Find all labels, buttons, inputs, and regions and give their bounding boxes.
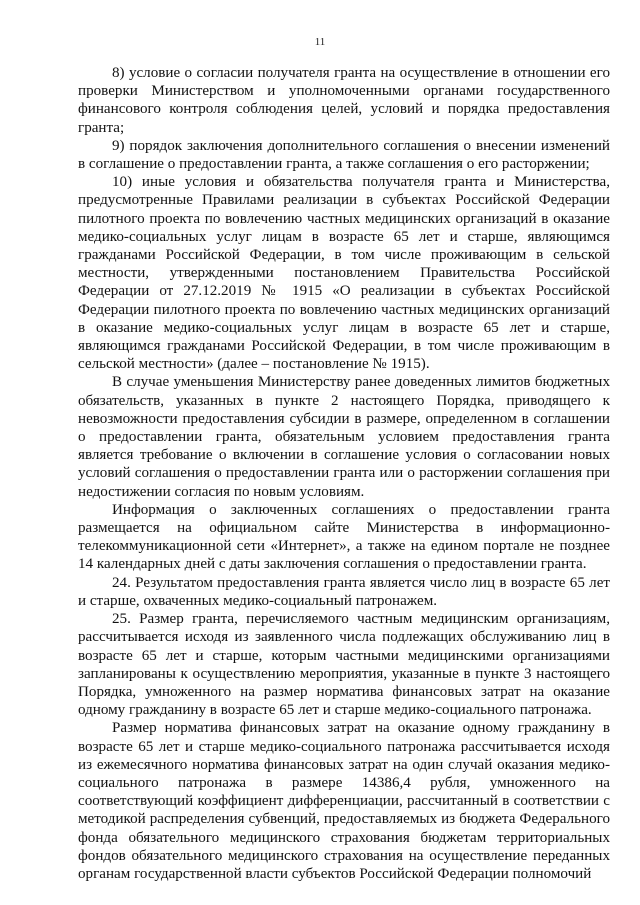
page-number: 11 bbox=[314, 36, 326, 48]
paragraph-item-8: 8) условие о согласии получателя гранта на осуществление в отношении его проверки Министерством и уполномоченными органами государственного финансового контроля соблюдения целей, условий и порядка предоставления гранта; bbox=[78, 65, 610, 136]
paragraph-cost-norm: Размер норматива финансовых затрат на оказание одному гражданину в возрасте 65 лет и старше медико-социального патронажа рассчитывается исходя из ежемесячного норматива финансовых затрат на один случай оказания медико-социального патронажа в размере 14386,4 рубля, умноженного на соответствующий коэффициент дифференциации, рассчитанный в соответствии с методикой распределения субвенций, предоставляемых из бюджета Федерального фонда обязательного медицинского страхования бюджетам территориальных фондов обязательного медицинского страхования на осуществление переданных органам государственной власти субъектов Российской Федерации полномочий bbox=[78, 720, 610, 882]
document-body bbox=[78, 64, 610, 883]
paragraph-budget-reduction: В случае уменьшения Министерству ранее доведенных лимитов бюджетных обязательств, указанных в пункте 2 настоящего Порядка, приводящего к невозможности предоставления субсидии в размере, определенном в соглашении о предоставлении гранта, обязательным условием предоставления гранта является требование о включении в соглашение условия о согласовании новых условий соглашения о предоставлении гранта или о расторжении соглашения при недостижении согласия по новым условиям. bbox=[78, 374, 610, 500]
paragraph-item-9: 9) порядок заключения дополнительного соглашения о внесении изменений в соглашение о предоставлении гранта, а также соглашения о его расторжении; bbox=[78, 137, 610, 173]
paragraph-clause-24: 24. Результатом предоставления гранта является число лиц в возрасте 65 лет и старше, охваченных медико-социальный патронажем. bbox=[78, 574, 610, 609]
paragraph-clause-25: 25. Размер гранта, перечисляемого частным медицинским организациям, рассчитывается исходя из заявленного числа подлежащих обслуживанию лиц в возрасте 65 лет и старше, которым частными медицинскими организациями запланированы к осуществлению мероприятия, указанные в пункте 3 настоящего Порядка, умноженного на размер норматива финансовых затрат на оказание одному гражданину в возрасте 65 лет и старше медико-социального патронажа. bbox=[78, 611, 610, 719]
paragraph-item-10: 10) иные условия и обязательства получателя гранта и Министерства, предусмотренные Правилами реализации в субъектах Российской Федерации пилотного проекта по вовлечению частных медицинских организаций в оказание медико-социальных услуг лицам в возрасте 65 лет и старше, являющимся гражданами Российской Федерации, в том числе проживающим в сельской местности, утвержденными постановлением Правительства Российской Федерации от 27.12.2019 № 1915 «О реализации в субъектах Российской Федерации пилотного проекта по вовлечению частных медицинских организаций в оказание медико-социальных услуг лицам в возрасте 65 лет и старше, являющимся гражданами Российской Федерации, в том числе проживающим в сельской местности» (далее – постановление № 1915). bbox=[78, 174, 610, 373]
paragraph-agreement-info: Информация о заключенных соглашениях о предоставлении гранта размещается на официальном сайте Министерства в информационно-телекоммуникационной сети «Интернет», а также на едином портале не позднее 14 календарных дней с даты заключения соглашения о предоставлении гранта. bbox=[78, 501, 610, 573]
